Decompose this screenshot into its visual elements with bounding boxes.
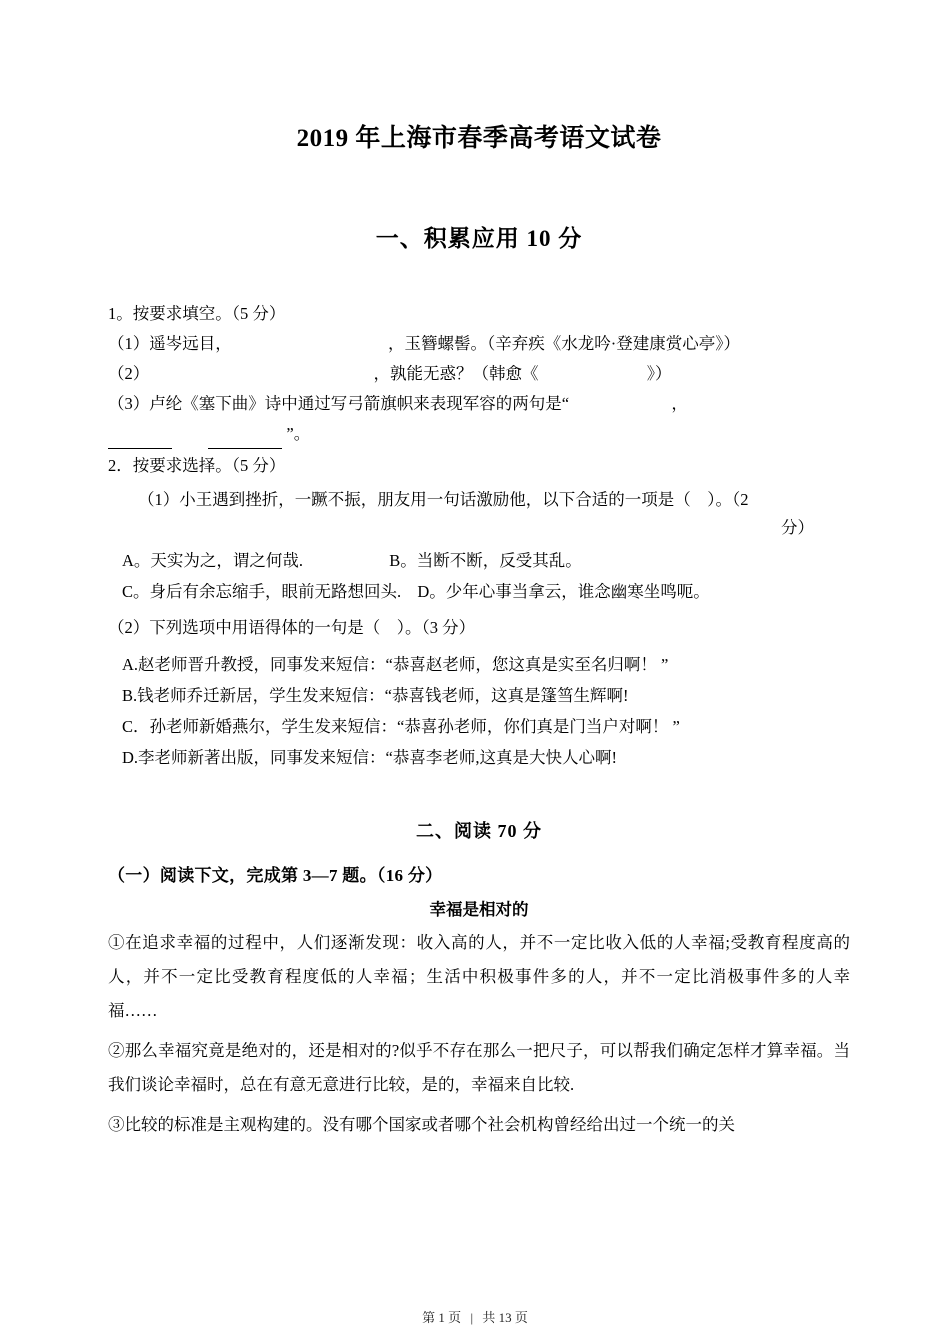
question-2-sub-2-option-b[interactable]: B.钱老师乔迁新居，学生发来短信：“恭喜钱老师，这真是篷筜生辉啊! <box>122 686 629 705</box>
q1-item3-blank-2 <box>108 432 172 450</box>
option-c[interactable]: C。身后有余忘缩手，眼前无路想回头. <box>122 582 402 601</box>
passage-paragraph-3: ③比较的标准是主观构建的。没有哪个国家或者哪个社会机构曾经给出过一个统一的关 <box>108 1115 735 1134</box>
question-2-sub-2: （2）下列选项中用语得体的一句是（ ）。（3 分） <box>108 618 476 637</box>
q1-item2-prefix: （2） <box>108 364 150 383</box>
question-2-sub-2-option-d[interactable]: D.李老师新著出版，同事发来短信：“恭喜李老师,这真是大快人心啊! <box>122 748 617 767</box>
question-2-stem: 2．按要求选择。（5 分） <box>108 456 286 475</box>
q1-item3-comma: ， <box>671 394 688 413</box>
q1-item2-mid: ，孰能无惑？（韩愈《 <box>373 364 539 383</box>
footer-page-number: 1 <box>438 1310 445 1325</box>
question-1-item-1 <box>108 329 850 359</box>
question-2-sub-1-score <box>108 513 850 543</box>
question-2-sub-1-options-row-2 <box>108 576 850 607</box>
option-gap-1 <box>307 560 385 577</box>
page-content <box>108 0 850 1142</box>
q1-item3-prefix: （3）卢纶《塞下曲》诗中通过写弓箭旗帜来表现军容的两句是“ <box>108 394 570 413</box>
option-gap-2 <box>405 591 413 608</box>
option-d[interactable]: D。少年心事当拿云，谁念幽寒坐鸣呃。 <box>417 582 710 601</box>
question-1-stem: 1。按要求填空。（5 分） <box>108 304 286 323</box>
footer-total-unit: 页 <box>514 1310 528 1325</box>
question-2-sub-1-text: （1）小王遇到挫折，一蹶不振，朋友用一句话激励他，以下合适的一项是（ ）。（2 <box>138 490 749 509</box>
section-heading-2: 二、阅读 70 分 <box>416 821 542 841</box>
passage-title: 幸福是相对的 <box>429 900 529 919</box>
q1-item2-blank-1 <box>153 373 369 390</box>
reading-instruction: （一）阅读下文，完成第 3—7 题。（16 分） <box>108 866 443 885</box>
question-2-sub-1 <box>108 485 850 515</box>
question-2-sub-2-option-a[interactable]: A.赵老师晋升教授，同事发来短信：“恭喜赵老师，您这真是实至名归啊！ ” <box>122 655 669 674</box>
q1-item3-blank-3 <box>208 432 282 450</box>
question-2-sub-1-options-row-1 <box>108 545 850 576</box>
footer-page-label: 第 <box>422 1310 436 1325</box>
question-1-item-2 <box>108 359 850 389</box>
passage-paragraph-1: ①在追求幸福的过程中，人们逐渐发现：收入高的人，并不一定比收入低的人幸福;受教育程度高的人，并不一定比受教育程度低的人幸福；生活中积极事件多的人，并不一定比消极事件多的人幸福…… <box>108 933 850 1020</box>
q1-item1-blank <box>236 343 384 360</box>
footer-page-unit: 页 <box>448 1310 462 1325</box>
page-footer <box>0 1307 950 1326</box>
q1-item3-gap <box>176 433 204 450</box>
footer-total-number: 13 <box>498 1310 512 1325</box>
passage-paragraph-2: ②那么幸福究竟是绝对的，还是相对的?似乎不存在那么一把尺子，可以帮我们确定怎样才算幸福。当我们谈论幸福时，总在有意无意进行比较，是的，幸福来自比较. <box>108 1041 850 1094</box>
page-title: 2019 年上海市春季高考语文试卷 <box>296 125 662 152</box>
option-a[interactable]: A。天实为之，谓之何哉. <box>122 551 304 570</box>
q1-item2-suffix: 》） <box>646 364 672 383</box>
question-2-sub-1-score-text: 分） <box>781 518 814 537</box>
q1-item1-suffix: ，玉簪螺髻。（辛弃疾《水龙吟·登建康赏心亭》） <box>388 334 740 353</box>
question-2-sub-2-option-c[interactable]: C．孙老师新婚燕尔，学生发来短信：“恭喜孙老师，你们真是门当户对啊！ ” <box>122 717 680 736</box>
q1-item2-blank-2 <box>543 373 643 390</box>
question-1-item-3 <box>108 389 850 419</box>
section-heading-1: 一、积累应用 10 分 <box>375 226 583 251</box>
q1-item1-prefix: （1）遥岑远目， <box>108 334 232 353</box>
question-1-item-3-cont <box>108 419 850 449</box>
option-b[interactable]: B。当断不断，反受其乱。 <box>389 551 582 570</box>
footer-separator: | <box>470 1310 474 1325</box>
q1-item3-end: ”。 <box>286 424 311 443</box>
q1-item3-blank-1 <box>573 403 667 420</box>
footer-total-prefix: 共 <box>482 1310 496 1325</box>
